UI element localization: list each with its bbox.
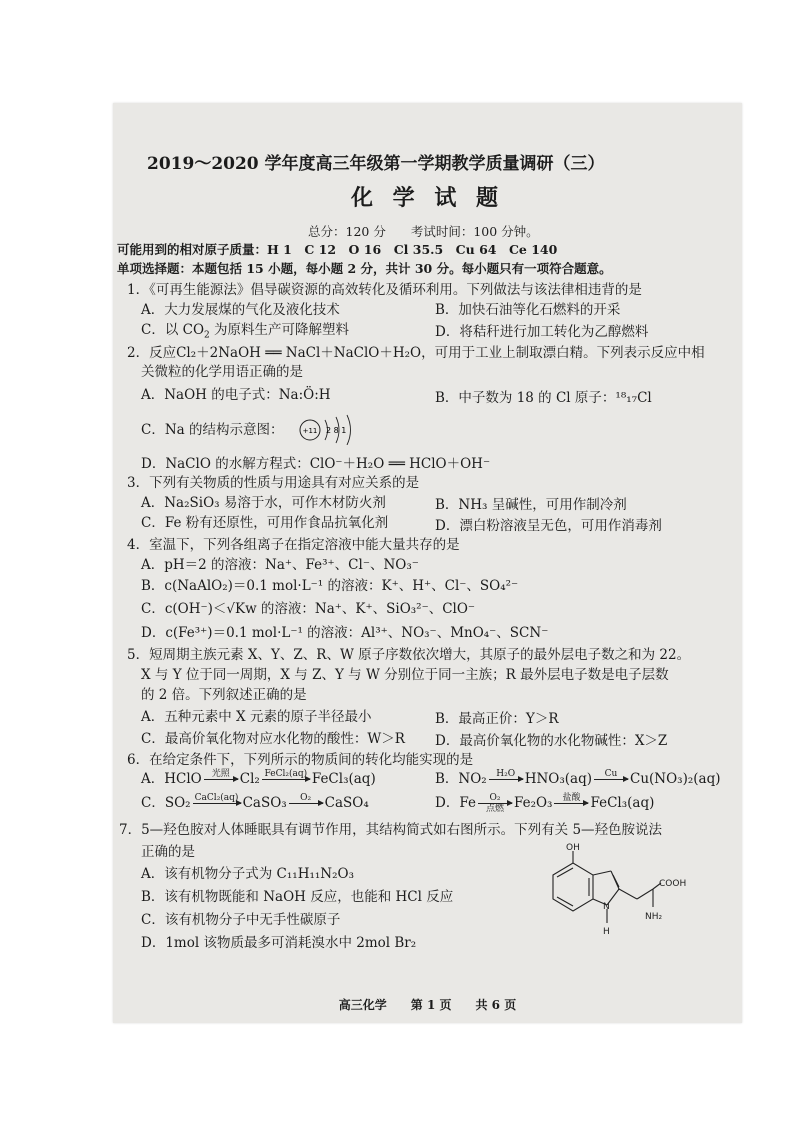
atomic-masses: 可能用到的相对原子质量：H 1 C 12 O 16 Cl 35.5 Cu 64 Ce 140 (117, 242, 558, 257)
na-shell-electrons: 2 8 1 (326, 426, 347, 435)
q4-option-d: D．c(Fe³⁺)＝0.1 mol·L⁻¹ 的溶液：Al³⁺、NO₃⁻、MnO₄⁻、SCN⁻ (141, 625, 549, 641)
q7-option-c: C．该有机物分子中无手性碳原子 (141, 912, 341, 928)
q5-option-d: D．最高价氧化物的水化物碱性：X＞Z (435, 733, 668, 749)
q6-option-b: B．NO₂ H₂O HNO₃(aq) Cu Cu(NO₃)₂(aq) (435, 769, 721, 787)
q2-option-d: D．NaClO 的水解方程式：ClO⁻＋H₂O ══ HClO＋OH⁻ (141, 456, 491, 472)
exam-meta: 总分：120 分 考试时间：100 分钟。 (308, 224, 539, 239)
q1-stem: 1．《可再生能源法》倡导碳资源的高效转化及循环利用。下列做法与该法律相违背的是 (127, 282, 642, 298)
q3-option-d: D．漂白粉溶液呈无色，可用作消毒剂 (435, 518, 662, 534)
exam-sheet (113, 103, 742, 1023)
q5-option-b: B．最高正价：Y＞R (435, 711, 559, 727)
q2-option-a: A．NaOH 的电子式：Na:Ö:H (141, 387, 331, 403)
struct-cooh-label: COOH (659, 879, 687, 889)
q7-option-b: B．该有机物既能和 NaOH 反应，也能和 HCl 反应 (141, 889, 454, 905)
section-instructions: 单项选择题：本题包括 15 小题，每小题 2 分，共计 30 分。每小题只有一项符合题意。 (117, 261, 612, 276)
q4-stem: 4．室温下，下列各组离子在指定溶液中能大量共存的是 (127, 537, 460, 553)
q6-option-c: C．SO₂ CaCl₂(aq) CaSO₃ O₂ CaSO₄ (141, 793, 369, 811)
q5-option-c: C．最高价氧化物对应水化物的酸性：W＞R (141, 731, 405, 747)
q7-option-d: D．1mol 该物质最多可消耗溴水中 2mol Br₂ (141, 935, 417, 951)
q6-option-d: D．Fe O₂ 点燃 Fe₂O₃ 盐酸 FeCl₃(aq) (435, 793, 655, 814)
q3-option-a: A．Na₂SiO₃ 易溶于水，可作木材防火剂 (141, 495, 386, 511)
q7-stem-line2: 正确的是 (141, 844, 195, 860)
q3-option-b: B．NH₃ 呈碱性，可用作制冷剂 (435, 497, 627, 513)
q6-stem: 6．在给定条件下，下列所示的物质间的转化均能实现的是 (127, 752, 474, 768)
q2-option-b: B．中子数为 18 的 Cl 原子：¹⁸₁₇Cl (435, 390, 652, 406)
subject-title: 化 学 试 题 (351, 185, 504, 211)
q1-option-c: C．以 $CO_2$ 为原料生产可降解塑料 (141, 322, 350, 341)
q1-option-a: A．大力发展煤的气化及液化技术 (141, 302, 340, 318)
struct-h-label: H (603, 927, 610, 937)
serotonin-structure-diagram (521, 843, 691, 955)
na-structure-diagram (297, 411, 367, 445)
struct-n-label: N (603, 902, 610, 912)
q5-stem-line3: 的 2 倍。下列叙述正确的是 (141, 687, 307, 703)
struct-nh2-label: NH₂ (645, 912, 663, 922)
q4-option-c: C．c(OH⁻)＜√Kw 的溶液：Na⁺、K⁺、SiO₃²⁻、ClO⁻ (141, 601, 476, 617)
q4-option-b: B．c(NaAlO₂)＝0.1 mol·L⁻¹ 的溶液：K⁺、H⁺、Cl⁻、SO₄²⁻ (141, 578, 519, 594)
struct-oh-label: OH (566, 843, 580, 853)
q2-option-c: C．Na 的结构示意图： (141, 422, 284, 438)
q3-stem: 3．下列有关物质的性质与用途具有对应关系的是 (127, 475, 420, 491)
exam-title: 2019～2020 学年度高三年级第一学期教学质量调研（三） (147, 154, 605, 174)
q2-stem-line2: 关微粒的化学用语正确的是 (141, 364, 303, 380)
q7-stem-line1: 7．5—羟色胺对人体睡眠具有调节作用，其结构简式如右图所示。下列有关 5—羟色胺说法 (119, 822, 663, 838)
q1-option-d: D．将秸秆进行加工转化为乙醇燃料 (435, 324, 649, 340)
q7-option-a: A．该有机物分子式为 C₁₁H₁₁N₂O₃ (141, 866, 354, 882)
q3-option-c: C．Fe 粉有还原性，可用作食品抗氧化剂 (141, 515, 389, 531)
q1-option-b: B．加快石油等化石燃料的开采 (435, 302, 621, 318)
q5-stem-line1: 5．短周期主族元素 X、Y、Z、R、W 原子序数依次增大，其原子的最外层电子数之和为 22。 (127, 647, 691, 663)
q6-option-a: A．HClO 光照 Cl₂ FeCl₂(aq) FeCl₃(aq) (141, 769, 376, 787)
na-nucleus-charge: +11 (302, 427, 318, 435)
page-footer: 高三化学 第 1 页 共 6 页 (338, 998, 517, 1012)
q2-stem-line1: 2．反应Cl₂＋2NaOH ══ NaCl＋NaClO＋H₂O，可用于工业上制取漂白精。下列表示反应中相 (127, 345, 705, 361)
q5-option-a: A．五种元素中 X 元素的原子半径最小 (141, 709, 372, 725)
q5-stem-line2: X 与 Y 位于同一周期，X 与 Z、Y 与 W 分别位于同一主族；R 最外层电子数是电子层数 (141, 667, 669, 683)
q4-option-a: A．pH＝2 的溶液：Na⁺、Fe³⁺、Cl⁻、NO₃⁻ (141, 557, 419, 573)
